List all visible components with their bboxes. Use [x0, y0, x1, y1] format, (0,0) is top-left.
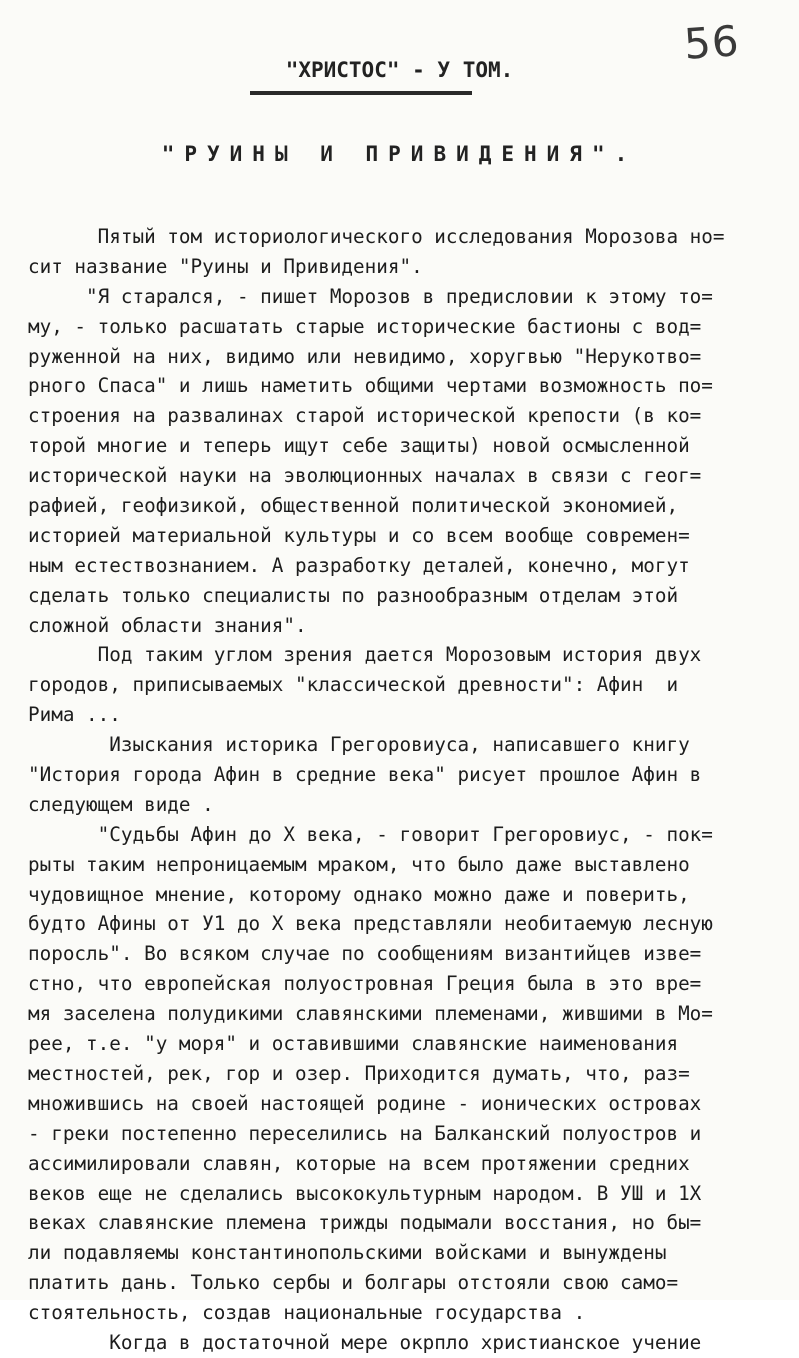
text-line: Когда в достаточной мере окрпло христианское учение [28, 1330, 702, 1354]
volume-title: "ХРИСТОС" - У ТОМ. [285, 58, 514, 82]
text-line: рафией, геофизикой, общественной политической экономией, [28, 494, 679, 518]
text-line: - греки постепенно переселились на Балканский полуостров и [28, 1121, 702, 1145]
text-line: веках славянские племена трижды подымали восстания, но бы= [28, 1211, 702, 1235]
text-line: "История города Афин в средние века" рисует прошлое Афин в [28, 763, 702, 787]
text-line: платить дань. Только сербы и болгары отстояли свою само= [28, 1271, 679, 1295]
body-text [28, 222, 788, 1358]
text-line: му, - только расшатать старые исторические бастионы с вод= [28, 314, 702, 338]
text-line: поросль". Во всяком случае по сообщениям византийцев изве= [28, 942, 702, 966]
text-line: сит название "Руины и Привидения". [28, 254, 423, 278]
text-line: Рима ... [28, 703, 121, 727]
text-line: торой многие и теперь ищут себе защиты) новой осмысленной [28, 434, 690, 458]
text-line: историей материальной культуры и со всем вообще современ= [28, 523, 690, 547]
text-line: местностей, рек, гор и озер. Приходится думать, что, раз= [28, 1061, 690, 1085]
text-line: Пятый том историологического исследования Морозова но= [28, 225, 725, 248]
text-line: строения на развалинах старой исторической крепости (в ко= [28, 404, 702, 428]
text-line: будто Афины от У1 до X века представляли необитаемую лесную [28, 912, 713, 936]
text-line: множившись на своей настоящей родине - ионических островах [28, 1091, 702, 1115]
text-line: рного Спаса" и лишь наметить общими чертами возможность по= [28, 374, 713, 398]
text-line: мя заселена полудикими славянскими племенами, жившими в Мо= [28, 1002, 713, 1026]
text-line: "Судьбы Афин до X века, - говорит Грегоровиус, - пок= [28, 822, 713, 846]
text-line: стоятельность, создав национальные государства . [28, 1301, 586, 1325]
text-line: веков еще не сделались высококультурным народом. В УШ и 1X [28, 1181, 702, 1205]
text-line: "Я старался, - пишет Морозов в предисловии к этому то= [28, 284, 713, 308]
text-line: Изыскания историка Грегоровиуса, написавшего книгу [28, 733, 690, 757]
title-underline [250, 91, 472, 95]
text-line: стно, что европейская полуостровная Греция была в это вре= [28, 972, 702, 996]
text-line: ным естествознанием. А разработку деталей, конечно, могут [28, 553, 690, 577]
text-line: руженной на них, видимо или невидимо, хоругвью "Нерукотво= [28, 344, 702, 368]
text-line: следующем виде . [28, 792, 214, 816]
text-line: городов, приписываемых "классической древности": Афин и [28, 673, 679, 697]
text-line: сложной области знания". [28, 613, 307, 637]
handwritten-page-number: 56 [682, 16, 742, 69]
text-line: ассимилировали славян, которые на всем протяжении средних [28, 1151, 690, 1175]
text-line: рее, т.е. "у моря" и оставившими славянские наименования [28, 1032, 679, 1056]
text-line: чудовищное мнение, которому однако можно даже и поверить, [28, 882, 690, 906]
section-title: "РУИНЫ И ПРИВИДЕНИЯ". [161, 142, 638, 166]
text-line: Под таким углом зрения дается Морозовым история двух [28, 643, 702, 667]
text-line: рыты таким непроницаемым мраком, что было даже выставлено [28, 852, 690, 876]
text-line: исторической науки на эволюционных началах в связи с геог= [28, 464, 702, 488]
text-line: сделать только специалисты по разнообразным отделам этой [28, 583, 679, 607]
text-line: ли подавляемы константинопольскими войсками и вынуждены [28, 1241, 667, 1265]
